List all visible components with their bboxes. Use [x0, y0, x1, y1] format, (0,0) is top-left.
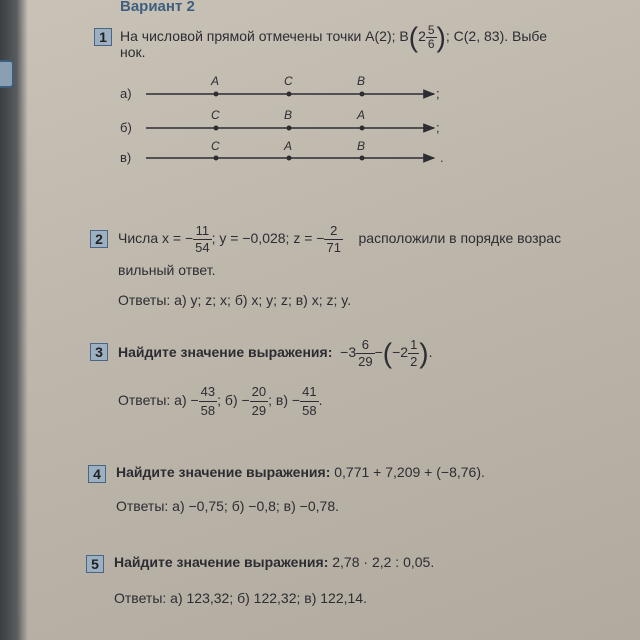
task-3-ans-c-label: ; в) −: [268, 392, 301, 408]
task-3-ans-a-den: 58: [200, 402, 216, 418]
task-2-statement: [118, 214, 561, 262]
task-3-ans-b-fraction: [250, 383, 268, 420]
task-3-ans-c-den: 58: [302, 402, 317, 418]
line-b-label-3: A: [357, 108, 366, 122]
task-3-ans-end: .: [318, 392, 323, 408]
task-2-z-num: 2: [324, 223, 342, 240]
task-1-option-c-label: в): [120, 150, 132, 165]
line-c-label-1: C: [211, 139, 220, 153]
line-a-label-3: B: [357, 74, 366, 88]
task-3-expr-mid: −: [374, 344, 383, 360]
task-3-ans-c-fraction: [300, 383, 318, 420]
task-1-text-start: На числовой прямой отмечены точки A(2); B: [120, 28, 409, 44]
line-a-label-2: C: [284, 74, 293, 88]
line-b-label-2: B: [284, 108, 293, 122]
line-b-point-1: [214, 126, 219, 131]
line-b-point-3: [360, 126, 365, 131]
task-5-answers: Ответы: а) 123,32; б) 122,32; в) 122,14.: [114, 590, 367, 606]
task-2-number: 2: [90, 230, 108, 248]
line-a-point-1: [214, 92, 219, 97]
task-3-b-den: 2: [410, 353, 418, 369]
task-1-b-num: 5: [427, 22, 435, 37]
variant-heading: Вариант 2: [120, 0, 195, 15]
line-c-point-3: [360, 156, 365, 161]
line-a-tail: ;: [436, 86, 440, 101]
task-3-b-fraction: [408, 337, 419, 370]
task-1-paren-close: ): [436, 21, 446, 53]
task-2-x-den: 54: [195, 239, 210, 255]
task-3-expr-a: −3: [340, 344, 357, 360]
line-c-label-3: B: [357, 139, 366, 153]
line-a-point-3: [360, 92, 365, 97]
task-2-z-fraction: [324, 223, 342, 256]
task-5-number: 5: [86, 555, 104, 573]
task-3-ans-b-label: ; б) −: [217, 392, 250, 408]
line-b-point-2: [287, 126, 292, 131]
task-3-number: 3: [90, 343, 108, 361]
task-3-text: Найдите значение выражения:: [118, 344, 333, 360]
task-4-number: 4: [88, 465, 106, 483]
task-3-statement: [118, 328, 433, 377]
task-3-a-den: 29: [358, 353, 373, 369]
task-1-text-end: ; C(2, 83). Выбе: [445, 28, 548, 44]
task-2-prefix: Числа: [118, 230, 159, 246]
task-1-paren-open: (: [408, 21, 419, 53]
line-a-point-2: [287, 92, 292, 97]
task-5-text: Найдите значение выражения:: [114, 554, 329, 570]
line-c-tail: .: [440, 150, 444, 165]
line-b-label-1: C: [211, 108, 220, 122]
task-1-number: 1: [94, 28, 112, 46]
task-1-text-line2: нок.: [120, 44, 146, 60]
task-3-ans-c-num: 41: [300, 383, 318, 402]
task-3-ans-a-num: 43: [199, 383, 217, 402]
task-1-b-den: 6: [427, 36, 435, 51]
task-1-option-a-label: а): [120, 86, 132, 101]
line-c-point-1: [214, 156, 219, 161]
task-3-paren-close: ): [419, 337, 429, 369]
task-3-b-num: 1: [410, 336, 418, 352]
task-2-x-lhs: x = −: [162, 230, 194, 246]
task-3-ans-a-fraction: [199, 383, 217, 420]
task-3-b-inner: −2: [392, 344, 409, 360]
task-1-option-b-label: б): [120, 120, 132, 135]
task-5-expr: 2,78 · 2,2 : 0,05.: [332, 554, 435, 570]
line-b-tail: ;: [436, 120, 440, 135]
line-c-label-2: A: [284, 139, 293, 153]
task-3-paren-open: (: [382, 337, 393, 369]
task-3-a-num: 6: [356, 337, 374, 354]
task-3-ans-b-den: 29: [251, 402, 267, 418]
task-2-line2: вильный ответ.: [118, 262, 216, 278]
task-3-a-fraction: [356, 337, 374, 370]
task-3-end: .: [428, 344, 433, 360]
task-3-answers-prefix: Ответы: а) −: [118, 392, 199, 408]
task-4-expr: 0,771 + 7,209 + (−8,76).: [334, 464, 485, 480]
task-4-answers: Ответы: а) −0,75; б) −0,8; в) −0,78.: [116, 498, 339, 514]
task-3-answers: [118, 376, 322, 424]
task-2-y-part: ; y = −0,028; z = −: [211, 230, 325, 246]
task-3-ans-b-num: 20: [250, 383, 268, 402]
task-2-answers: Ответы: а) y; z; x; б) x; y; z; в) x; z; y.: [118, 292, 352, 308]
task-4-statement: [116, 464, 485, 480]
task-4-text: Найдите значение выражения:: [116, 464, 331, 480]
task-5-statement: [114, 554, 434, 570]
task-2-x-fraction: [193, 223, 211, 256]
task-2-z-den: 71: [326, 239, 341, 255]
line-c-point-2: [287, 156, 292, 161]
task-2-suffix: расположили в порядке возрас: [358, 230, 562, 246]
task-2-x-num: 11: [193, 223, 211, 240]
task-1-b-whole: 2: [418, 28, 426, 44]
line-a-label-1: A: [211, 74, 220, 88]
